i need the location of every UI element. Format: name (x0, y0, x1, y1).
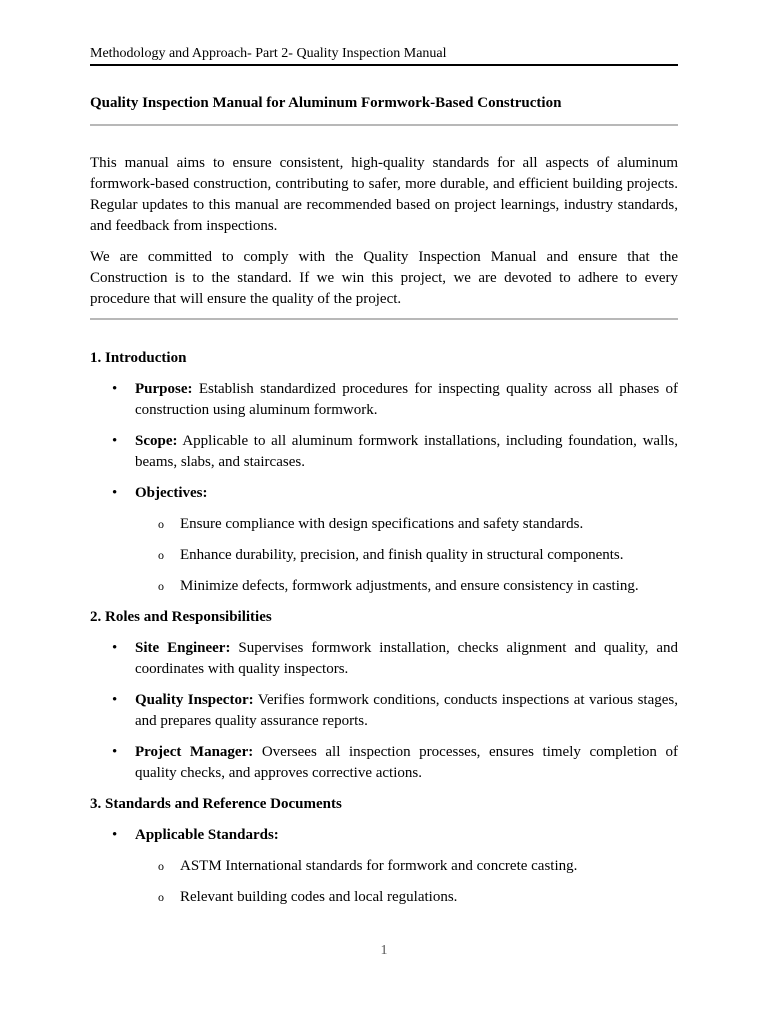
sub-list-item (135, 887, 678, 908)
running-header: Methodology and Approach- Part 2- Quality Inspection Manual (90, 46, 447, 61)
item-term: Applicable Standards: (135, 827, 279, 843)
sub-item-text: Relevant building codes and local regulations. (180, 889, 458, 905)
sub-item-text: Minimize defects, formwork adjustments, and ensure consistency in casting. (180, 578, 639, 594)
sub-item-text: Ensure compliance with design specifications and safety standards. (180, 516, 584, 532)
list-item (90, 483, 678, 597)
intro-paragraph: This manual aims to ensure consistent, high-quality standards for all aspects of aluminum formwork-based construction, contributing to safer, more durable, and efficient building projects. Regular updates to this manual are recommended based on project learnings, industry standards, and feedback from inspections. (90, 155, 678, 234)
section-heading: 1. Introduction (90, 350, 187, 366)
sub-item-text: ASTM International standards for formwork and concrete casting. (180, 858, 578, 874)
intro-divider (90, 318, 678, 320)
header-rule (90, 64, 678, 66)
list-item (90, 638, 678, 680)
circle-bullet-icon: o (158, 890, 164, 904)
item-term: Site Engineer: (135, 640, 231, 656)
bullet-list (90, 825, 678, 908)
circle-bullet-icon: o (158, 579, 164, 593)
sub-list (135, 856, 678, 908)
bullet-icon: • (112, 485, 118, 501)
document-title: Quality Inspection Manual for Aluminum Formwork-Based Construction (90, 95, 562, 111)
list-item (90, 379, 678, 421)
item-term: Quality Inspector: (135, 692, 254, 708)
sections-container (90, 348, 678, 918)
bullet-list (90, 638, 678, 784)
sub-list (135, 514, 678, 597)
item-text: Supervises formwork installation, checks alignment and quality, and coordinates with quality inspectors. (135, 640, 678, 677)
section-heading: 2. Roles and Responsibilities (90, 609, 272, 625)
circle-bullet-icon: o (158, 548, 164, 562)
circle-bullet-icon: o (158, 859, 164, 873)
sub-list-item (135, 576, 678, 597)
item-text: Applicable to all aluminum formwork installations, including foundation, walls, beams, slabs, and staircases. (135, 433, 678, 470)
intro-block (90, 153, 678, 320)
item-text: Oversees all inspection processes, ensures timely completion of quality checks, and approves corrective actions. (135, 744, 678, 781)
list-item (90, 742, 678, 784)
section-heading: 3. Standards and Reference Documents (90, 796, 342, 812)
item-text: Verifies formwork conditions, conducts inspections at various stages, and prepares quality assurance reports. (135, 692, 678, 729)
bullet-icon: • (112, 827, 118, 843)
bullet-icon: • (112, 640, 118, 656)
page-number: 1 (380, 943, 388, 958)
item-text: Establish standardized procedures for inspecting quality across all phases of construction using aluminum formwork. (135, 381, 678, 418)
sub-item-text: Enhance durability, precision, and finish quality in structural components. (180, 547, 624, 563)
list-item (90, 825, 678, 908)
circle-bullet-icon: o (158, 517, 164, 531)
sub-list-item (135, 514, 678, 535)
title-divider (90, 124, 678, 126)
list-item (90, 431, 678, 473)
item-term: Project Manager: (135, 744, 254, 760)
item-term: Purpose: (135, 381, 193, 397)
item-term: Scope: (135, 433, 178, 449)
bullet-icon: • (112, 433, 118, 449)
sub-list-item (135, 545, 678, 566)
sub-list-item (135, 856, 678, 877)
bullet-icon: • (112, 692, 118, 708)
bullet-icon: • (112, 381, 118, 397)
bullet-list (90, 379, 678, 597)
commitment-paragraph: We are committed to comply with the Quality Inspection Manual and ensure that the Construction is to the standard. If we win this project, we are devoted to adhere to every procedure that will ensure the quality of the project. (90, 249, 678, 307)
item-term: Objectives: (135, 485, 208, 501)
list-item (90, 690, 678, 732)
bullet-icon: • (112, 744, 118, 760)
